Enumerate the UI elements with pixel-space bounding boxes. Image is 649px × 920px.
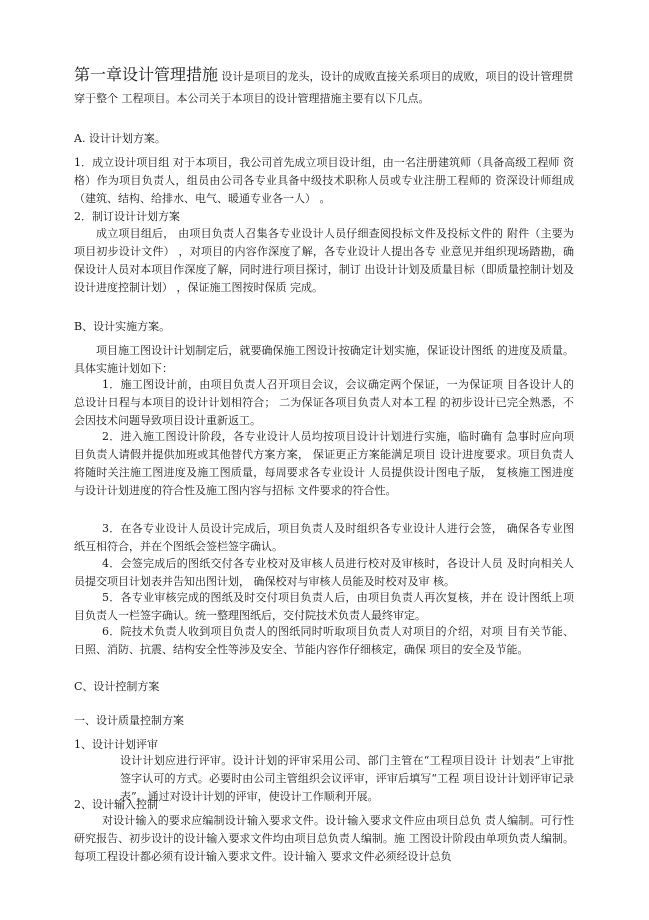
section-c-heading: C、设计控制方案 <box>74 680 160 693</box>
section-b-item: 2．进入施工图设计阶段，各专业设计人员均按项目设计计划进行实施，临时确有 急事时应向项目负责人请假并提供加班或其他替代方案方案， 保证更正方案能满足项目 设计进度要求。项目负责人将随时关注施工图进度及施工图质量，每周要求各专业设计 人员提供设计图电子版， 复核施工图进度与设计计划进度的符合性及施工图内容与招标 文件要求的符合性。 <box>74 430 574 497</box>
section-b-item: 5．各专业审核完成的图纸及时交付项目负责人后，由项目负责人再次复核，并在 设计图纸上项目负责人一栏签字确认。统一整理图纸后，交付院技术负责人最终审定。 <box>74 591 574 622</box>
section-b-item: 6．院技术负责人收到项目负责人的图纸同时听取项目负责人对项目的介绍，对项 目有关节能、日照、消防、抗震、结构安全性等涉及安全、节能内容作仔细核定，确保 项目的安全及节能。 <box>74 625 574 656</box>
chapter-title: 第一章设计管理措施 <box>74 65 219 84</box>
section-b-item: 3．在各专业设计人员设计完成后，项目负责人及时组织各专业设计人进行会签， 确保各专业图纸互相符合，并在个图纸会签栏签字确认。 <box>74 522 574 553</box>
quality-control-heading: 一、设计质量控制方案 <box>74 714 184 727</box>
section-b-item: 1．施工图设计前，由项目负责人召开项目会议，会议确定两个保证，一为保证项 目各设计人的总设计日程与本项目的设计计划相符合； 二为保证各项目负责人对本工程 的初步设计已完全熟悉，不会因技术问题导致项目设计重新返工。 <box>74 378 574 427</box>
section-b-heading: B、设计实施方案。 <box>74 320 171 333</box>
section-a-item-2-heading: 2．制订设计计划方案 <box>74 210 180 223</box>
section-a-item-2-body: 成立项目组后， 由项目负责人召集各专业设计人员仔细查阅投标文件及投标文件的 附件（主要为项目初步设计文件） ，对项目的内容作深度了解，各专业设计人提出各专 业意见并组织现场踏勘，确保设计人员对本项目作深度了解，同时进行项目探讨，制订 出设计计划及质量目标（即质量控制计划及设计进度控制计划） ，保证施工图按时保质 完成。 <box>74 227 574 294</box>
section-b-intro: 项目施工图设计计划制定后，就要确保施工图设计按确定计划实施，保证设计图纸 的进度及质量。具体实施计划如下： <box>74 344 574 375</box>
plan-review-heading: 1、设计计划评审 <box>74 738 158 751</box>
input-control-heading: 2、设计输入控制 <box>74 798 158 811</box>
section-b-item: 4．会签完成后的图纸交付各专业校对及审核人员进行校对及审核时，各设计人员 及时向相关人员提交项目计划表并告知出图计划， 确保校对与审核人员能及时校对及审 核。 <box>74 557 574 588</box>
plan-review-body: 设计计划应进行评审。设计计划的评审采用公司、部门主管在“工程项目设计 计划表”上审批签字认可的方式。必要时由公司主管组织会议评审，评审后填写“工程 项目设计计划评审记录表”。通过对设计计划的评审，使设计工作顺利开展。 <box>120 754 574 803</box>
input-control-body: 对设计输入的要求应编制设计输入要求文件。设计输入要求文件应由项目总负 责人编制。可行性研究报告、初步设计的设计输入要求文件均由项目总负责人编制。施 工图设计阶段由单项负责人编制。每项工程设计都必须有设计输入要求文件。设计输入 要求文件必须经设计总负 <box>74 814 574 863</box>
chapter-intro: 设计是项目的龙头，设计的成败直接关系项目的成败，项目的设计管理贯穿于整个 工程项目。本公司关于本项目的设计管理措施主要有以下几点。 <box>74 70 574 105</box>
section-a-heading: A. 设计计划方案。 <box>74 132 166 145</box>
section-a-item-1: 1．成立设计项目组 对于本项目，我公司首先成立项目设计组，由一名注册建筑师（具备高级工程师 资格）作为项目负责人，组员由公司各专业具备中级技术职称人员或专业注册工程师的 资深设计师组成（建筑、结构、给排水、电气、暖通专业各一人） 。 <box>74 156 574 205</box>
chapter-title-line <box>74 64 574 110</box>
